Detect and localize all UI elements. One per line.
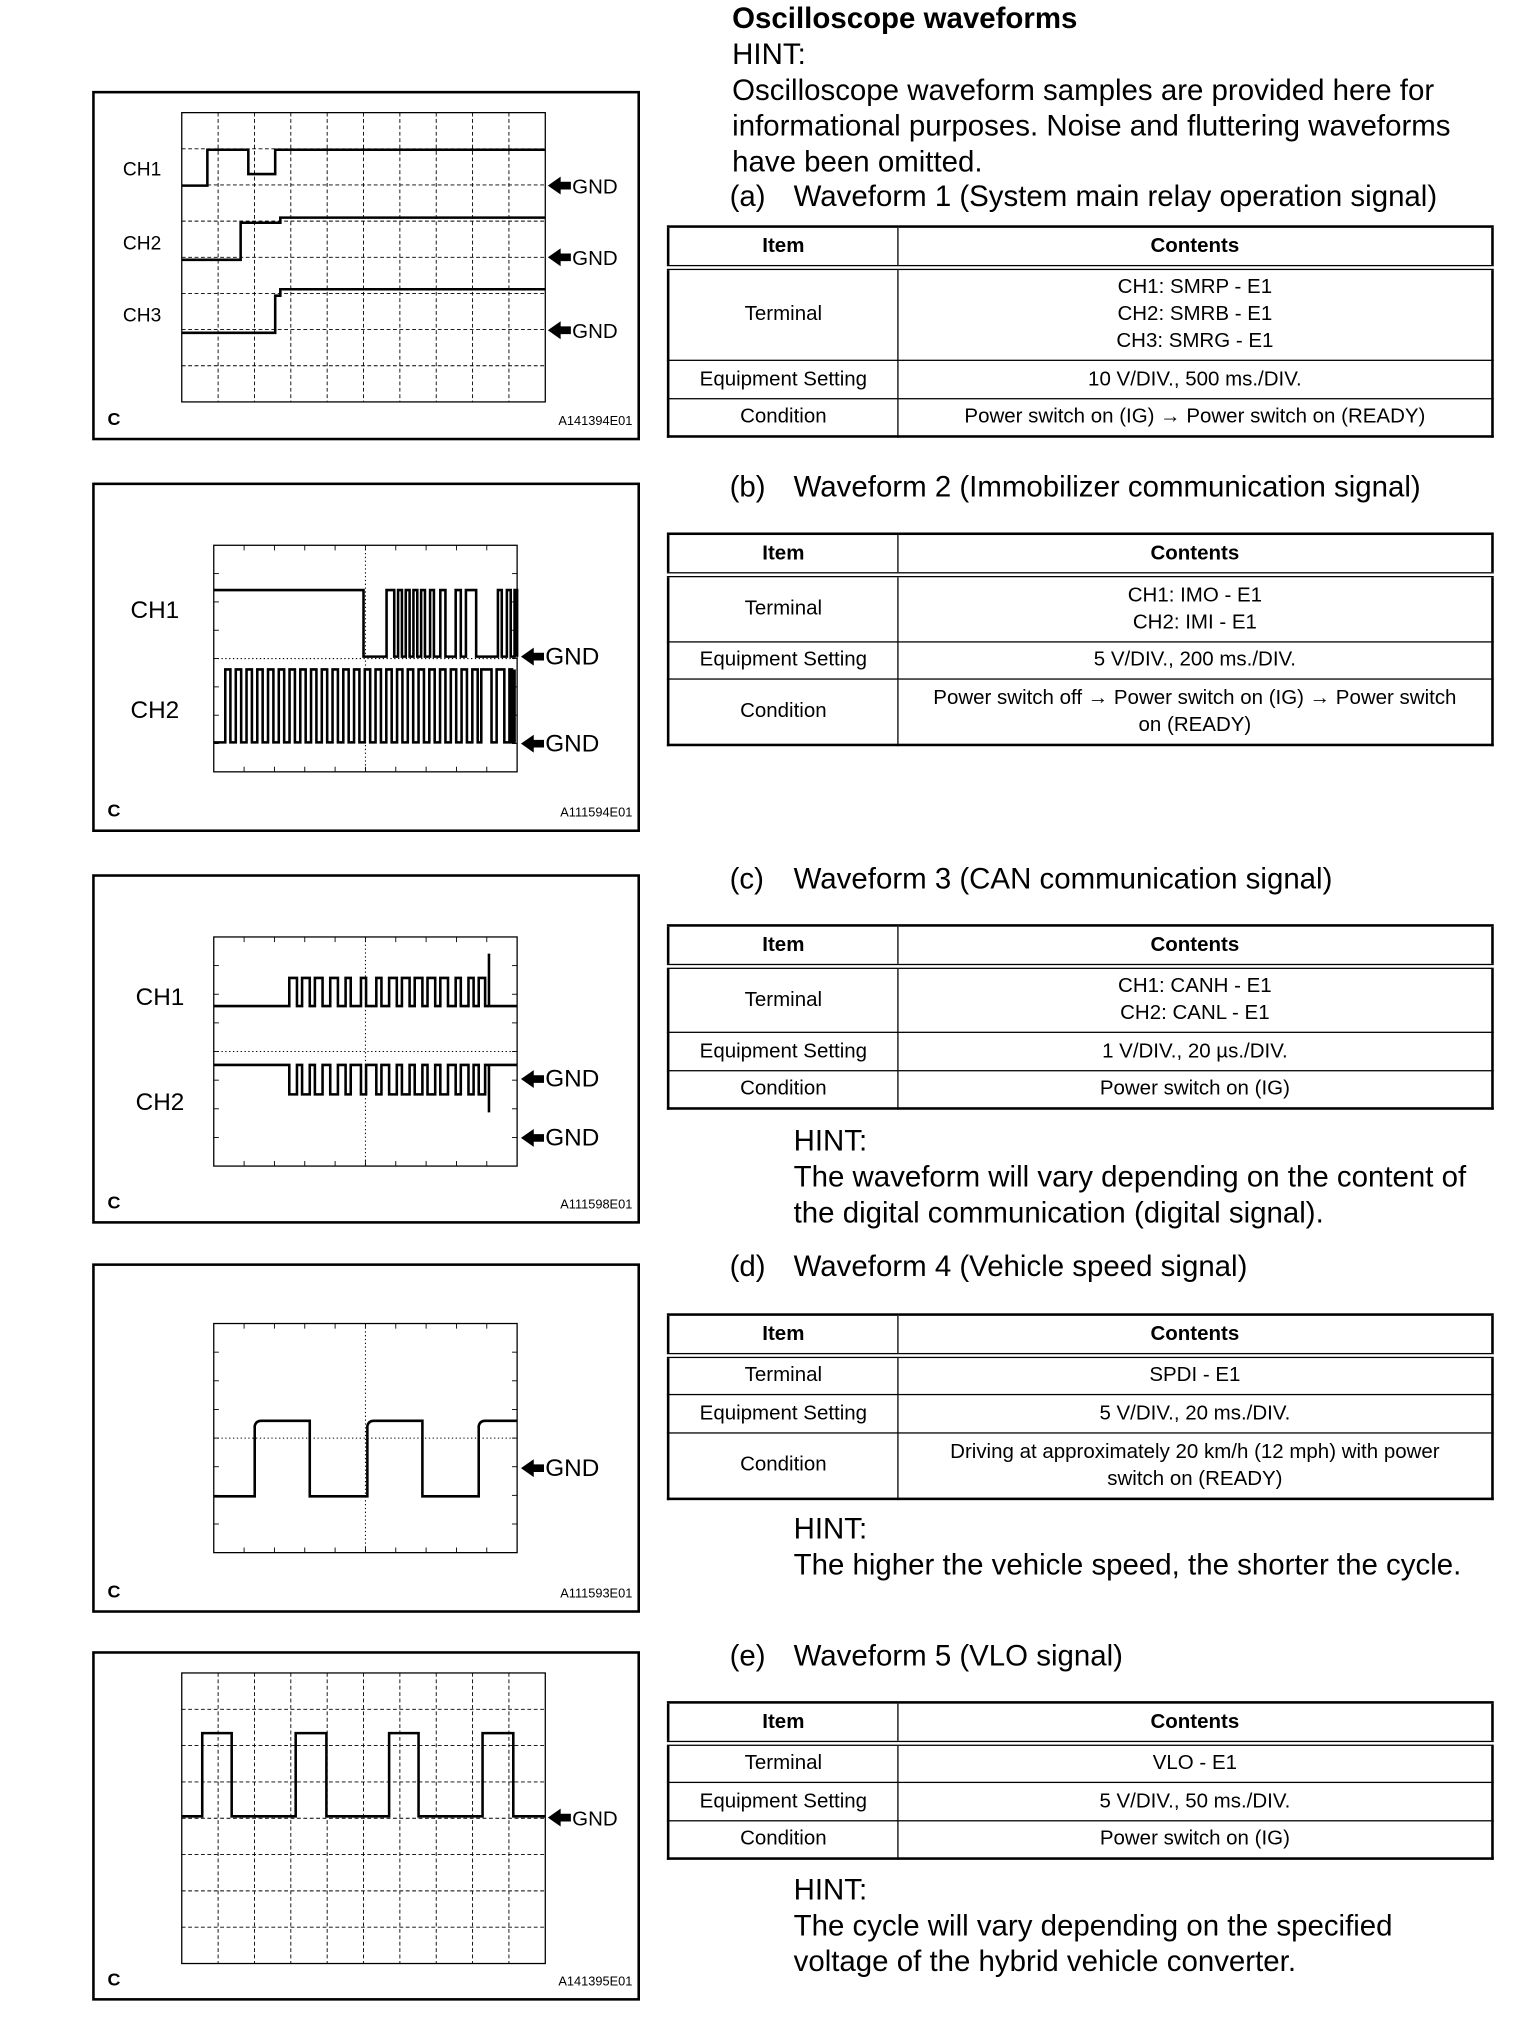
- row-value: [898, 678, 1493, 745]
- header-item: Item: [668, 925, 898, 966]
- section-heading: Waveform 1 (System main relay operation signal): [793, 179, 1438, 213]
- spec-table: [667, 1701, 1494, 1860]
- section-heading: Waveform 4 (Vehicle speed signal): [793, 1249, 1248, 1283]
- row-value: 1 V/DIV., 20 µs./DIV.: [898, 1032, 1493, 1070]
- figure-id: A111598E01: [560, 1196, 633, 1212]
- gnd-label: GND: [572, 246, 618, 270]
- value-line: VLO - E1: [1152, 1752, 1237, 1775]
- table-row: [668, 1070, 1492, 1108]
- section-heading: Waveform 2 (Immobilizer communication signal): [793, 469, 1421, 504]
- gnd-arrow-icon: [521, 735, 544, 753]
- waveform-3-figure: [92, 874, 640, 1223]
- row-value: [898, 1356, 1493, 1394]
- waveform-1-figure: [92, 91, 640, 440]
- table-header-row: [668, 534, 1492, 575]
- row-label: Condition: [668, 398, 898, 436]
- row-label: Terminal: [668, 575, 898, 642]
- row-label: Condition: [668, 1820, 898, 1858]
- value-line: CH2: CANL - E1: [1120, 1002, 1270, 1025]
- header-item: Item: [668, 227, 898, 268]
- value-line: CH1: SMRP - E1: [1117, 276, 1273, 299]
- header-contents: Contents: [898, 1315, 1493, 1356]
- table-header-row: [668, 227, 1492, 268]
- figure-id: A141395E01: [558, 1973, 633, 1989]
- gnd-label: GND: [572, 1807, 618, 1831]
- table-header-row: [668, 925, 1492, 966]
- value-line: Power switch off → Power switch on (IG) → Power switch: [933, 687, 1457, 709]
- figure-corner-label: C: [107, 1581, 121, 1602]
- value-line: Power switch on (IG): [1099, 1828, 1290, 1850]
- hint-line: The cycle will vary depending on the specified: [793, 1908, 1393, 1942]
- row-value: 5 V/DIV., 20 ms./DIV.: [898, 1394, 1493, 1432]
- gnd-label: GND: [572, 175, 618, 199]
- row-label: Equipment Setting: [668, 1032, 898, 1070]
- gnd-arrow-icon: [548, 248, 571, 266]
- hint-label: HINT:: [793, 1123, 868, 1158]
- value-line: CH1: CANH - E1: [1118, 975, 1272, 998]
- row-label: Condition: [668, 1070, 898, 1108]
- row-value: 5 V/DIV., 200 ms./DIV.: [898, 641, 1493, 678]
- table-row: [668, 1820, 1492, 1858]
- header-item: Item: [668, 534, 898, 575]
- spec-table: [667, 1313, 1494, 1500]
- table-row: [668, 1743, 1492, 1781]
- table-row: [668, 1032, 1492, 1070]
- row-label: Equipment Setting: [668, 360, 898, 398]
- row-label: Condition: [668, 678, 898, 745]
- row-label: Terminal: [668, 966, 898, 1031]
- channel-label: CH1: [130, 597, 180, 625]
- channel-label: CH1: [135, 983, 185, 1011]
- page-title: Oscilloscope waveforms: [732, 1, 1078, 35]
- table-row: [668, 1782, 1492, 1820]
- table-header-row: [668, 1702, 1492, 1743]
- value-line: on (READY): [1138, 713, 1252, 736]
- channel-label: CH3: [122, 305, 162, 327]
- value-line: CH1: IMO - E1: [1127, 584, 1263, 607]
- section-heading: Waveform 5 (VLO signal): [793, 1638, 1123, 1672]
- table-header-row: [668, 1315, 1492, 1356]
- figure-id: A111594E01: [560, 804, 633, 820]
- gnd-label: GND: [545, 643, 600, 671]
- table-row: [668, 360, 1492, 398]
- row-label: Condition: [668, 1432, 898, 1499]
- gnd-arrow-icon: [521, 1459, 544, 1477]
- value-line: Power switch on (IG): [1099, 1078, 1290, 1100]
- section-letter: (c): [729, 861, 764, 895]
- hint-line: The waveform will vary depending on the content of: [793, 1159, 1467, 1193]
- table-row: [668, 1394, 1492, 1432]
- row-label: Terminal: [668, 268, 898, 360]
- table-row: [668, 575, 1492, 642]
- hint-label: HINT:: [793, 1872, 868, 1906]
- row-value: 10 V/DIV., 500 ms./DIV.: [898, 360, 1493, 398]
- figure-id: A141394E01: [558, 412, 633, 428]
- hint-line: The higher the vehicle speed, the shorter the cycle.: [793, 1547, 1462, 1581]
- spec-table: [667, 924, 1494, 1110]
- gnd-label: GND: [545, 1454, 600, 1482]
- section-letter: (a): [729, 179, 766, 213]
- value-line: CH2: IMI - E1: [1132, 611, 1257, 634]
- table-row: [668, 398, 1492, 436]
- gnd-arrow-icon: [548, 177, 571, 195]
- gnd-label: GND: [545, 1065, 600, 1093]
- row-value: [898, 575, 1493, 642]
- waveform-5-figure: [92, 1651, 640, 2000]
- value-line: switch on (READY): [1107, 1467, 1283, 1490]
- value-line: Driving at approximately 20 km/h (12 mph) with power: [950, 1440, 1440, 1463]
- value-line: SPDI - E1: [1149, 1364, 1241, 1387]
- gnd-arrow-icon: [521, 648, 544, 666]
- channel-label: CH2: [122, 233, 162, 255]
- header-contents: Contents: [898, 1702, 1493, 1743]
- row-value: [898, 1432, 1493, 1499]
- section-letter: (b): [729, 469, 766, 504]
- figure-id: A111593E01: [560, 1585, 633, 1601]
- row-value: [898, 398, 1493, 436]
- header-item: Item: [668, 1315, 898, 1356]
- header-contents: Contents: [898, 227, 1493, 268]
- waveform-4-figure: [92, 1263, 640, 1612]
- header-item: Item: [668, 1702, 898, 1743]
- header-contents: Contents: [898, 925, 1493, 966]
- table-row: [668, 678, 1492, 745]
- gnd-arrow-icon: [548, 1809, 571, 1827]
- gnd-arrow-icon: [548, 321, 571, 339]
- hint-label: HINT:: [793, 1511, 868, 1545]
- section-letter: (d): [729, 1249, 766, 1283]
- value-line: CH2: SMRB - E1: [1117, 303, 1273, 326]
- table-row: [668, 641, 1492, 678]
- row-value: [898, 1820, 1493, 1858]
- row-label: Equipment Setting: [668, 641, 898, 678]
- header-contents: Contents: [898, 534, 1493, 575]
- hint-line: the digital communication (digital signal).: [793, 1195, 1324, 1229]
- section-letter: (e): [729, 1638, 766, 1672]
- intro-line: have been omitted.: [732, 144, 983, 178]
- row-value: 5 V/DIV., 50 ms./DIV.: [898, 1782, 1493, 1820]
- gnd-label: GND: [545, 730, 600, 758]
- gnd-label: GND: [572, 319, 618, 343]
- table-row: [668, 1356, 1492, 1394]
- row-label: Equipment Setting: [668, 1394, 898, 1432]
- figure-corner-label: C: [107, 408, 121, 429]
- figure-corner-label: C: [107, 1969, 121, 1990]
- waveform-trace: [214, 669, 515, 742]
- spec-table: [667, 532, 1494, 746]
- channel-label: CH2: [130, 697, 180, 725]
- table-row: [668, 268, 1492, 360]
- value-line: CH3: SMRG - E1: [1116, 330, 1274, 353]
- spec-table: [667, 225, 1494, 437]
- row-value: [898, 1070, 1493, 1108]
- section-heading: Waveform 3 (CAN communication signal): [793, 861, 1333, 895]
- hint-label: HINT:: [732, 37, 806, 71]
- channel-label: CH2: [135, 1088, 185, 1116]
- figure-corner-label: C: [107, 800, 121, 821]
- figure-corner-label: C: [107, 1192, 121, 1213]
- intro-line: Oscilloscope waveform samples are provided here for: [732, 72, 1435, 107]
- gnd-arrow-icon: [521, 1070, 544, 1088]
- waveform-2-figure: [92, 483, 640, 832]
- row-label: Terminal: [668, 1743, 898, 1781]
- row-value: [898, 268, 1493, 360]
- row-label: Terminal: [668, 1356, 898, 1394]
- hint-line: voltage of the hybrid vehicle converter.: [793, 1944, 1297, 1978]
- row-label: Equipment Setting: [668, 1782, 898, 1820]
- channel-label: CH1: [122, 159, 162, 181]
- table-row: [668, 966, 1492, 1031]
- gnd-arrow-icon: [521, 1129, 544, 1147]
- row-value: [898, 1743, 1493, 1781]
- table-row: [668, 1432, 1492, 1499]
- value-line: Power switch on (IG) → Power switch on (READY): [964, 406, 1426, 428]
- gnd-label: GND: [545, 1124, 600, 1152]
- row-value: [898, 966, 1493, 1031]
- intro-line: informational purposes. Noise and fluttering waveforms: [732, 108, 1451, 143]
